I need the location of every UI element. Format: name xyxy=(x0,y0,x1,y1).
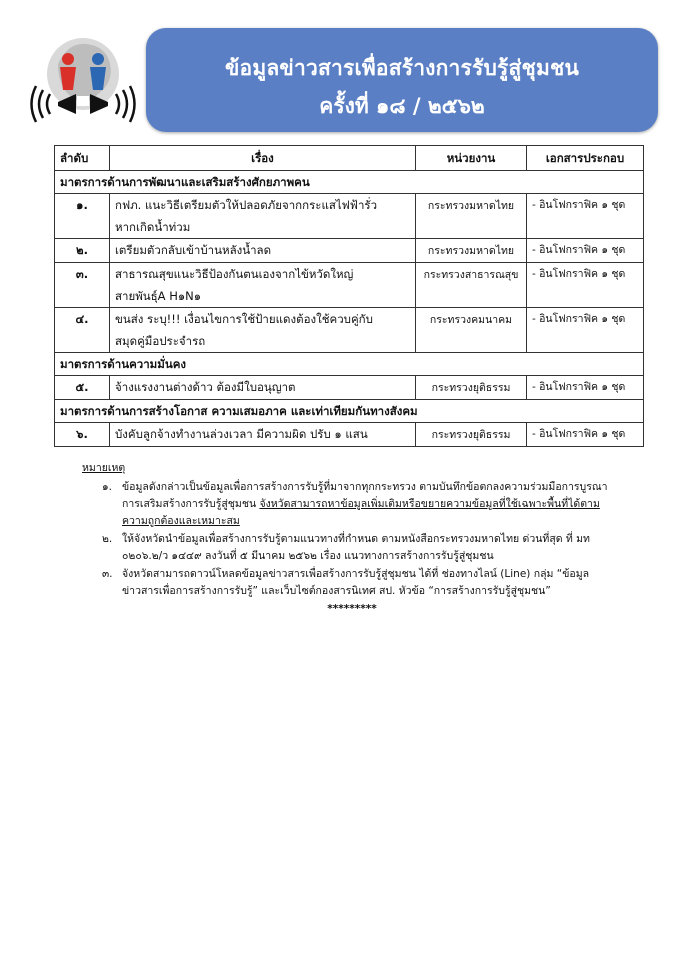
row-agency: กระทรวงสาธารณสุข xyxy=(416,263,527,308)
note-number: ๑. xyxy=(102,481,113,493)
page-title: ข้อมูลข่าวสารเพื่อสร้างการรับรู้สู่ชุมชน xyxy=(224,56,580,80)
issue-number: ครั้งที่ ๑๘ / ๒๕๖๒ xyxy=(319,94,485,118)
note-text: ให้จังหวัดนำข้อมูลเพื่อสร้างการรับรู้ตามแนวทางที่กำหนด ตามหนังสือกระทรวงมหาดไทย ด่วนที่สุด ที่ มท ๐๒๐๖.๒/ว ๑๔๔๙ ลงวันที่ ๕ มีนาคม ๒๕๖๒ เรื่อง แนวทางการสร้างการรับรู้สู่ชุมชน xyxy=(122,533,590,562)
section-row xyxy=(55,400,644,423)
news-table xyxy=(54,145,644,447)
note-number: ๒. xyxy=(102,533,113,545)
row-subject-line: สาธารณสุขแนะวิธีป้องกันตนเองจากไข้หวัดใหญ่ xyxy=(115,267,354,281)
notes-heading: หมายเหตุ xyxy=(82,462,126,474)
row-subject-line: เตรียมตัวกลับเข้าบ้านหลังน้ำลด xyxy=(115,243,272,257)
row-agency: กระทรวงยุติธรรม xyxy=(416,423,527,447)
section-title: มาตรการด้านการสร้างโอกาส ความเสมอภาค และเท่าเทียมกันทางสังคม xyxy=(55,400,644,423)
logo-image xyxy=(28,34,138,126)
note-text: จังหวัดสามารถดาวน์โหลดข้อมูลข่าวสารเพื่อสร้างการรับรู้สู่ชุมชน ได้ที่ ช่องทางไลน์ (Line) กลุ่ม “ข้อมูลข่าวสารเพื่อการสร้างการรับรู้” และเว็บไซต์กองสารนิเทศ สป. หัวข้อ “การสร้างการรับรู้สู่ชุมชน” xyxy=(122,568,590,597)
table-row xyxy=(55,194,644,239)
header-doc: เอกสารประกอบ xyxy=(527,146,644,171)
row-doc: - อินโฟกราฟิค ๑ ชุด xyxy=(527,239,644,263)
row-doc: - อินโฟกราฟิค ๑ ชุด xyxy=(527,376,644,400)
note-text-underlined: จังหวัดสามารถหาข้อมูลเพิ่มเติมหรือขยายความข้อมูลที่ใช้เฉพาะพื้นที่ได้ตามความถูกต้องและเหมาะสม xyxy=(122,498,600,527)
note-item xyxy=(82,566,622,600)
table-row xyxy=(55,308,644,353)
section-row xyxy=(55,353,644,376)
table-row xyxy=(55,263,644,308)
row-number: ๑. xyxy=(55,194,110,239)
row-agency: กระทรวงคมนาคม xyxy=(416,308,527,353)
row-subject xyxy=(110,263,416,308)
header-subject: เรื่อง xyxy=(110,146,416,171)
header-agency: หน่วยงาน xyxy=(416,146,527,171)
table-row xyxy=(55,376,644,400)
row-number: ๖. xyxy=(55,423,110,447)
section-title: มาตรการด้านความมั่นคง xyxy=(55,353,644,376)
note-item xyxy=(82,479,622,530)
row-agency: กระทรวงมหาดไทย xyxy=(416,239,527,263)
row-doc: - อินโฟกราฟิค ๑ ชุด xyxy=(527,308,644,353)
note-item xyxy=(82,531,622,565)
table-row xyxy=(55,423,644,447)
row-subject-line: บังคับลูกจ้างทำงานล่วงเวลา มีความผิด ปรับ ๑ แสน xyxy=(115,427,368,441)
row-doc: - อินโฟกราฟิค ๑ ชุด xyxy=(527,423,644,447)
section-title: มาตรการด้านการพัฒนาและเสริมสร้างศักยภาพคน xyxy=(55,171,644,194)
logo-person-red xyxy=(60,53,76,90)
row-subject-line: สายพันธุ์A H๑N๑ xyxy=(115,289,202,303)
row-subject xyxy=(110,376,416,400)
row-number: ๓. xyxy=(55,263,110,308)
row-number: ๒. xyxy=(55,239,110,263)
row-subject xyxy=(110,308,416,353)
row-subject-line: หากเกิดน้ำท่วม xyxy=(115,220,191,234)
table-header-row xyxy=(55,146,644,171)
row-number: ๔. xyxy=(55,308,110,353)
section-row xyxy=(55,171,644,194)
row-subject-line: กฟภ. แนะวิธีเตรียมตัวให้ปลอดภัยจากกระแสไฟฟ้ารั่ว xyxy=(115,198,378,212)
note-number: ๓. xyxy=(102,568,113,580)
row-subject-line: ขนส่ง ระบุ!!! เงื่อนไขการใช้ป้ายแดงต้องใช้ควบคู่กับ xyxy=(115,312,373,326)
row-subject xyxy=(110,239,416,263)
row-subject-line: จ้างแรงงานต่างด้าว ต้องมีใบอนุญาต xyxy=(115,380,296,394)
header-no: ลำดับ xyxy=(55,146,110,171)
row-number: ๕. xyxy=(55,376,110,400)
row-doc: - อินโฟกราฟิค ๑ ชุด xyxy=(527,194,644,239)
row-agency: กระทรวงยุติธรรม xyxy=(416,376,527,400)
row-agency: กระทรวงมหาดไทย xyxy=(416,194,527,239)
row-subject-line: สมุดคู่มือประจำรถ xyxy=(115,334,206,348)
notes-section xyxy=(82,460,622,618)
row-doc: - อินโฟกราฟิค ๑ ชุด xyxy=(527,263,644,308)
row-subject xyxy=(110,194,416,239)
logo-person-blue xyxy=(90,53,106,90)
note-text: ข้อมูลดังกล่าวเป็นข้อมูลเพื่อการสร้างการรับรู้ที่มาจากทุกกระทรวง ตามบันทึกข้อตกลงความร่วมมือการบูรณาการเสริมสร้างการรับรู้สู่ชุมชน xyxy=(122,481,608,510)
title-banner xyxy=(146,28,658,132)
row-subject xyxy=(110,423,416,447)
table-row xyxy=(55,239,644,263)
end-mark: ********* xyxy=(327,603,377,615)
